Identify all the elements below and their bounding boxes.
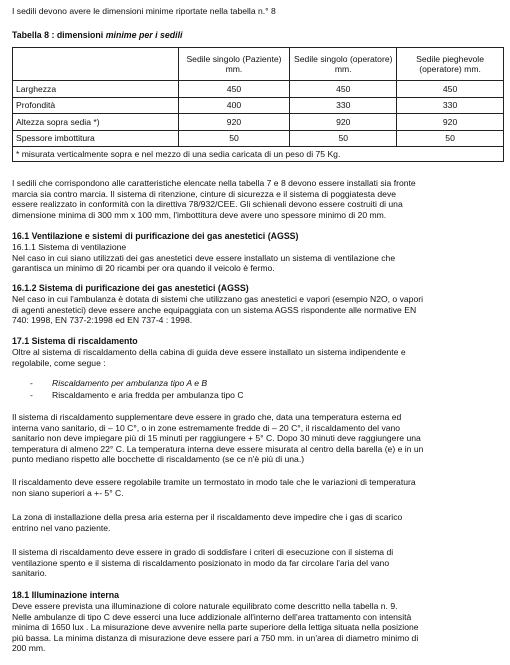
list-item: - Riscaldamento per ambulanza tipo A e B	[30, 378, 208, 388]
table-row	[13, 114, 504, 131]
paragraph-line: interna vano sanitario, di – 10 C°, o in zone estremamente fredde di – 20 C°, il riscaldamento del vano	[12, 422, 401, 433]
paragraph-line: 740: 1998, EN 737-2:1998 ed EN 737-4 : 1998.	[12, 315, 193, 325]
cell-value: 450	[397, 81, 504, 98]
paragraph-line: punto mediano rispetto alle bocchette di riscaldamento (se ce n'è più di una.)	[12, 454, 305, 464]
section-16-1-2-title: 16.1.2 Sistema di purificazione dei gas anestetici (AGSS)	[12, 283, 249, 293]
paragraph-line: garantisca un minimo di 20 ricambi per ora quando il veicolo è fermo.	[12, 263, 275, 273]
section-17-1-title: 17.1 Sistema di riscaldamento	[12, 336, 138, 346]
paragraph-line: 200 mm.	[12, 643, 46, 653]
table-note: * misurata verticalmente sopra e nel mezzo di una sedia caricata di un peso di 75 Kg.	[13, 147, 504, 162]
row-label: Larghezza	[13, 81, 179, 98]
paragraph-line: I sedili che corrispondono alle caratteristiche elencate nella tabella 7 e 8 devono essere installati sia fronte	[12, 178, 416, 188]
paragraph-line: Nel caso in cui siano utilizzati dei gas anestetici deve essere installato un sistema di ventilazione che	[12, 252, 396, 263]
cell-value: 400	[178, 97, 290, 114]
cell-value: 920	[397, 114, 504, 131]
table-row	[13, 81, 504, 98]
paragraph-line: regolabile, come segue :	[12, 357, 106, 368]
paragraph-line: Il sistema di riscaldamento supplementare deve essere in grado che, data una temperatura esterna ed	[12, 412, 402, 422]
cell-value: 50	[397, 130, 504, 147]
table-header-row	[13, 48, 504, 81]
section-18-1-title: 18.1 Illuminazione interna	[12, 590, 120, 600]
table-8-title-italic: minime per i sedili	[105, 30, 183, 40]
row-label: Profondità	[13, 97, 179, 114]
intro-text: I sedili devono avere le dimensioni minime riportate nella tabella n.° 8	[12, 6, 276, 16]
list-item-text: Riscaldamento e aria fredda per ambulanza tipo C	[52, 390, 244, 400]
list-item-text: Riscaldamento per ambulanza tipo A e B	[52, 378, 208, 388]
paragraph-line: temperatura di almeno 22° C. La temperatura interna deve essere misurata al centro della barella (e) e in un	[12, 443, 424, 454]
paragraph-line: più bassa. La minima distanza di misurazione deve essere pari a 750 mm. in un'area di diametro minimo di	[12, 632, 419, 643]
section-16-1-1-title: 16.1.1 Sistema di ventilazione	[12, 242, 127, 252]
paragraph-line: Oltre al sistema di riscaldamento della cabina di guida deve essere installato un sistema indipendente e	[12, 347, 406, 357]
paragraph-line: La zona di installazione della presa aria esterna per il riscaldamento deve impedire che i gas di scarico	[12, 512, 403, 522]
table-note-row	[13, 147, 504, 162]
table-8	[12, 47, 504, 162]
table-row	[13, 130, 504, 147]
paragraph-line: entrino nel vano paziente.	[12, 522, 111, 533]
row-label: Altezza sopra sedia *)	[13, 114, 179, 131]
cell-value: 450	[178, 81, 290, 98]
paragraph-line: non siano superiori a +- 5° C.	[12, 487, 124, 498]
paragraph-line: sanitario non deve impiegare più di 15 minuti per raggiungere + 5° C. Dopo 30 minuti deve raggiungere una	[12, 433, 421, 443]
paragraph-line: sanitario.	[12, 568, 47, 578]
paragraph-line: Nel caso in cui l'ambulanza è dotata di sistemi che utilizzano gas anestetici e vapori (esempio N2O, o vapori	[12, 294, 424, 304]
table-header-cell: Sedile pieghevole (operatore) mm.	[397, 48, 504, 81]
row-label: Spessore imbottitura	[13, 130, 179, 147]
table-header-cell: Sedile singolo (operatore) mm.	[290, 48, 397, 81]
paragraph-line: ventilazione spento e il sistema di riscaldamento posizionato in modo da far circolare l'aria del vano	[12, 557, 390, 568]
paragraph-line: Il riscaldamento deve essere regolabile tramite un termostato in modo tale che le variazioni di temperatura	[12, 477, 416, 487]
table-row	[13, 97, 504, 114]
table-8-title-prefix: Tabella 8 : dimensioni	[12, 30, 106, 40]
cell-value: 330	[290, 97, 397, 114]
paragraph-line: dimensione minima di 300 mm x 100 mm, l'imbottitura deve avere uno spessore minimo di 20 mm.	[12, 209, 387, 220]
paragraph-line: Il sistema di riscaldamento deve essere in grado di soddisfare i criteri di esecuzione con il sistema di	[12, 547, 394, 557]
paragraph-line: Nelle ambulanze di tipo C deve esserci una luce addizionale all'interno dell'area trattamento con intensità	[12, 611, 412, 622]
cell-value: 50	[178, 130, 290, 147]
table-8-title	[12, 30, 182, 40]
list-item: - Riscaldamento e aria fredda per ambulanza tipo C	[30, 390, 244, 400]
cell-value: 330	[397, 97, 504, 114]
cell-value: 920	[178, 114, 290, 131]
paragraph-line: minima di 1650 lux . La misurazione deve avvenire nella parte superiore della lettiga situata nella posizione	[12, 622, 419, 632]
table-header-cell: Sedile singolo (Paziente) mm.	[178, 48, 290, 81]
paragraph-line: di agenti anestetici) deve essere anche equipaggiata con un sistema AGSS rispondente alle normative EN	[12, 304, 417, 315]
paragraph-line: marcia sia contro marcia. Il sistema di ritenzione, cinture di sicurezza e il sistema di poggiatesta deve	[12, 188, 397, 199]
cell-value: 920	[290, 114, 397, 131]
paragraph-line: Deve essere prevista una illuminazione di colore naturale equilibrato come descritto nella tabella n. 9.	[12, 601, 398, 611]
cell-value: 450	[290, 81, 397, 98]
section-16-1-title: 16.1 Ventilazione e sistemi di purificazione dei gas anestetici (AGSS)	[12, 231, 299, 241]
table-header-cell	[13, 48, 179, 81]
paragraph-line: essere realizzato in conformità con la direttiva 78/932/CEE. Gli schienali devono essere costruiti di una	[12, 199, 403, 209]
cell-value: 50	[290, 130, 397, 147]
